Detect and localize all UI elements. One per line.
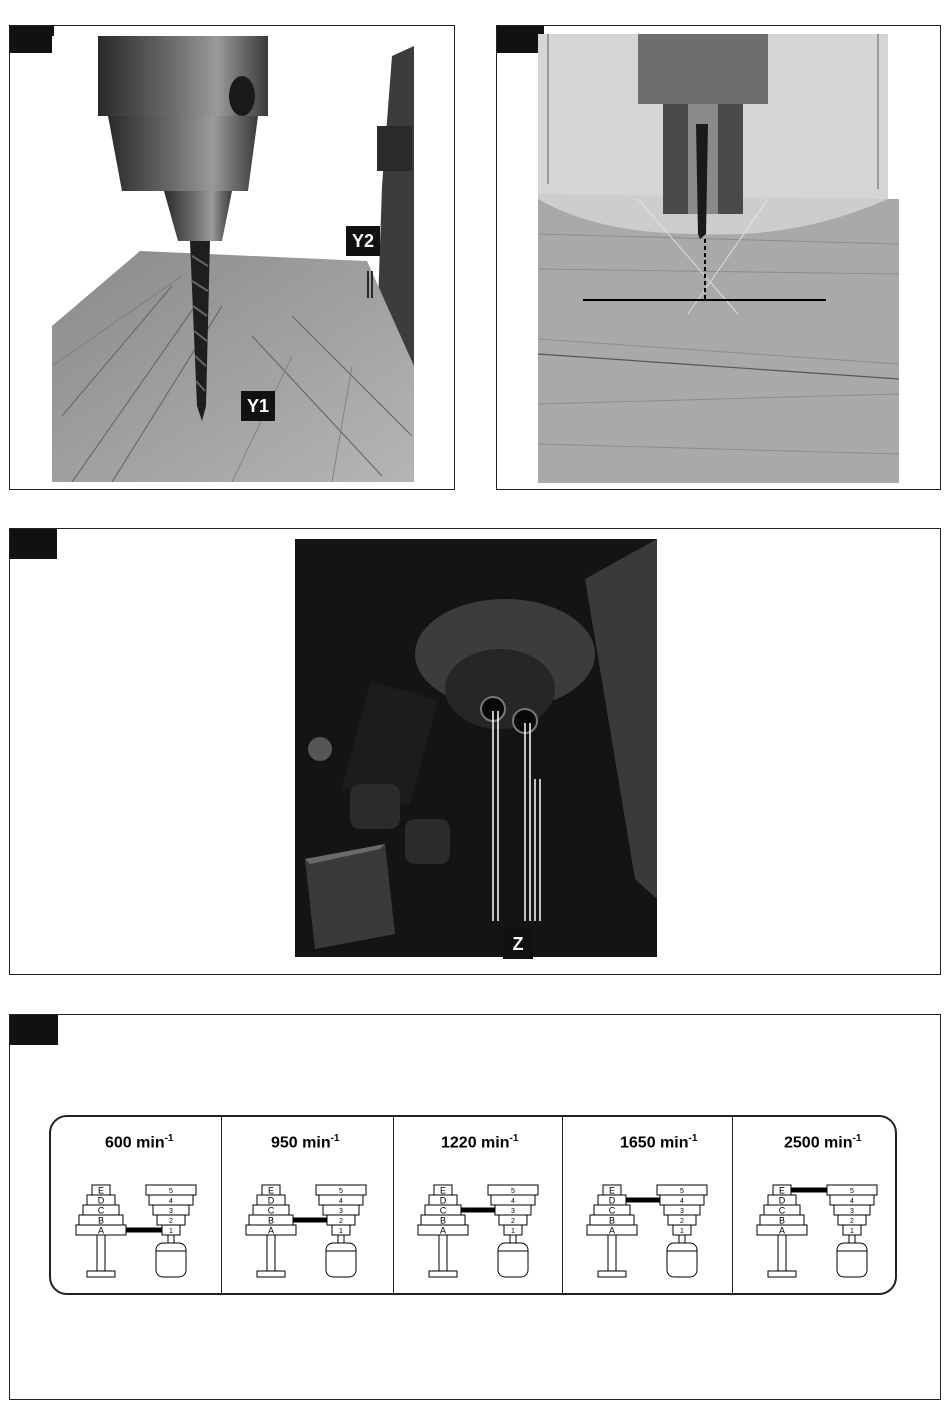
spindle-step-letter: B: [778, 1215, 786, 1226]
motor-shaft: [338, 1235, 344, 1243]
pulley-diagram: [243, 1179, 393, 1289]
drill-wood-photo: [52, 36, 414, 482]
spindle-step-letter: A: [97, 1225, 105, 1236]
motor-step-number: 4: [511, 1198, 515, 1205]
motor-step-number: 2: [511, 1218, 515, 1225]
spindle-step-letter: B: [267, 1215, 275, 1226]
spindle-step-letter: E: [267, 1185, 275, 1196]
motor-step-number: 3: [850, 1208, 854, 1215]
drill-wood-illustration: [52, 36, 414, 482]
spindle-step-letter: D: [439, 1195, 447, 1206]
speed-exponent: -1: [164, 1133, 174, 1144]
pulley-diagram: [754, 1179, 904, 1289]
speed-value: 1650 min: [620, 1134, 689, 1152]
spindle-shaft: [439, 1235, 447, 1271]
motor-body: [837, 1243, 867, 1277]
motor-step-number: 4: [850, 1198, 854, 1205]
speed-value: 950 min: [271, 1134, 331, 1152]
pulley-diagram: [584, 1179, 734, 1289]
spindle-step-letter: E: [608, 1185, 616, 1196]
motor-step-number: 2: [680, 1218, 684, 1225]
speed-cell: [732, 1117, 895, 1293]
motor-step-number: 2: [850, 1218, 854, 1225]
label-y1: Y1: [241, 391, 275, 421]
motor-step-number: 4: [169, 1198, 173, 1205]
pulley-diagram: [73, 1179, 223, 1289]
spindle-base: [257, 1271, 285, 1277]
laser-wood-photo: [538, 34, 899, 483]
spindle-step-letter: B: [97, 1215, 105, 1226]
spindle-step-letter: A: [439, 1225, 447, 1236]
spindle-base: [429, 1271, 457, 1277]
figure-number-tag: [10, 529, 57, 559]
spindle-shaft: [778, 1235, 786, 1271]
spindle-step-letter: C: [608, 1205, 616, 1216]
speed-cell: [562, 1117, 732, 1293]
motor-body: [326, 1243, 356, 1277]
spindle-step-letter: E: [97, 1185, 105, 1196]
speed-value: 600 min: [105, 1134, 165, 1152]
speed-value: 1220 min: [441, 1134, 510, 1152]
figure-panel-1: [9, 25, 455, 490]
figure-panel-3: [9, 528, 941, 975]
spindle-shaft: [267, 1235, 275, 1271]
motor-step-number: 1: [169, 1228, 173, 1235]
spindle-step-letter: D: [608, 1195, 616, 1206]
speed-exponent: -1: [852, 1133, 862, 1144]
spindle-step-letter: E: [439, 1185, 447, 1196]
speed-cell: [393, 1117, 562, 1293]
motor-step-number: 3: [339, 1208, 343, 1215]
motor-shaft: [679, 1235, 685, 1243]
motor-step-number: 1: [511, 1228, 515, 1235]
spindle-step-letter: B: [608, 1215, 616, 1226]
motor-step-number: 1: [680, 1228, 684, 1235]
spindle-step-letter: C: [97, 1205, 105, 1216]
motor-step-number: 4: [339, 1198, 343, 1205]
spindle-step-letter: D: [267, 1195, 275, 1206]
motor-step-number: 5: [850, 1188, 854, 1195]
motor-step-number: 5: [169, 1188, 173, 1195]
laser-cross-illustration: [538, 34, 899, 483]
motor-body: [498, 1243, 528, 1277]
motor-step-number: 3: [511, 1208, 515, 1215]
spindle-base: [598, 1271, 626, 1277]
pulley-diagram: [415, 1179, 565, 1289]
spindle-shaft: [97, 1235, 105, 1271]
motor-shaft: [168, 1235, 174, 1243]
motor-body: [156, 1243, 186, 1277]
motor-step-number: 5: [680, 1188, 684, 1195]
spindle-step-letter: A: [778, 1225, 786, 1236]
spindle-step-letter: C: [778, 1205, 786, 1216]
laser-emitter-photo: [295, 539, 657, 957]
speed-label: [784, 1133, 861, 1152]
speed-value: 2500 min: [784, 1134, 853, 1152]
spindle-base: [87, 1271, 115, 1277]
spindle-base: [768, 1271, 796, 1277]
motor-step-number: 4: [680, 1198, 684, 1205]
figure-panel-2: [496, 25, 941, 490]
motor-step-number: 1: [339, 1228, 343, 1235]
motor-step-number: 3: [169, 1208, 173, 1215]
label-z: Z: [503, 929, 533, 959]
speed-exponent: -1: [688, 1133, 698, 1144]
laser-emitter-illustration: [295, 539, 657, 957]
motor-shaft: [849, 1235, 855, 1243]
spindle-step-letter: D: [97, 1195, 105, 1206]
speed-label: [441, 1133, 518, 1152]
spindle-step-letter: C: [439, 1205, 447, 1216]
motor-step-number: 5: [339, 1188, 343, 1195]
spindle-step-letter: E: [778, 1185, 786, 1196]
speed-cell: [51, 1117, 221, 1293]
motor-body: [667, 1243, 697, 1277]
motor-shaft: [510, 1235, 516, 1243]
motor-step-number: 2: [339, 1218, 343, 1225]
motor-step-number: 2: [169, 1218, 173, 1225]
figure-number-tag: [10, 1015, 58, 1045]
motor-step-number: 1: [850, 1228, 854, 1235]
spindle-shaft: [608, 1235, 616, 1271]
belt-speed-chart: [49, 1115, 897, 1295]
speed-label: [620, 1133, 697, 1152]
speed-label: [271, 1133, 340, 1152]
spindle-step-letter: D: [778, 1195, 786, 1206]
speed-cell: [221, 1117, 393, 1293]
figure-number-tag: [10, 26, 54, 53]
spindle-step-letter: C: [267, 1205, 275, 1216]
spindle-step-letter: B: [439, 1215, 447, 1226]
speed-exponent: -1: [509, 1133, 519, 1144]
motor-step-number: 3: [680, 1208, 684, 1215]
spindle-step-letter: A: [608, 1225, 616, 1236]
figure-number-tag: [497, 26, 544, 53]
speed-label: [105, 1133, 174, 1152]
label-y2: Y2: [346, 226, 380, 256]
speed-exponent: -1: [330, 1133, 340, 1144]
spindle-step-letter: A: [267, 1225, 275, 1236]
motor-step-number: 5: [511, 1188, 515, 1195]
